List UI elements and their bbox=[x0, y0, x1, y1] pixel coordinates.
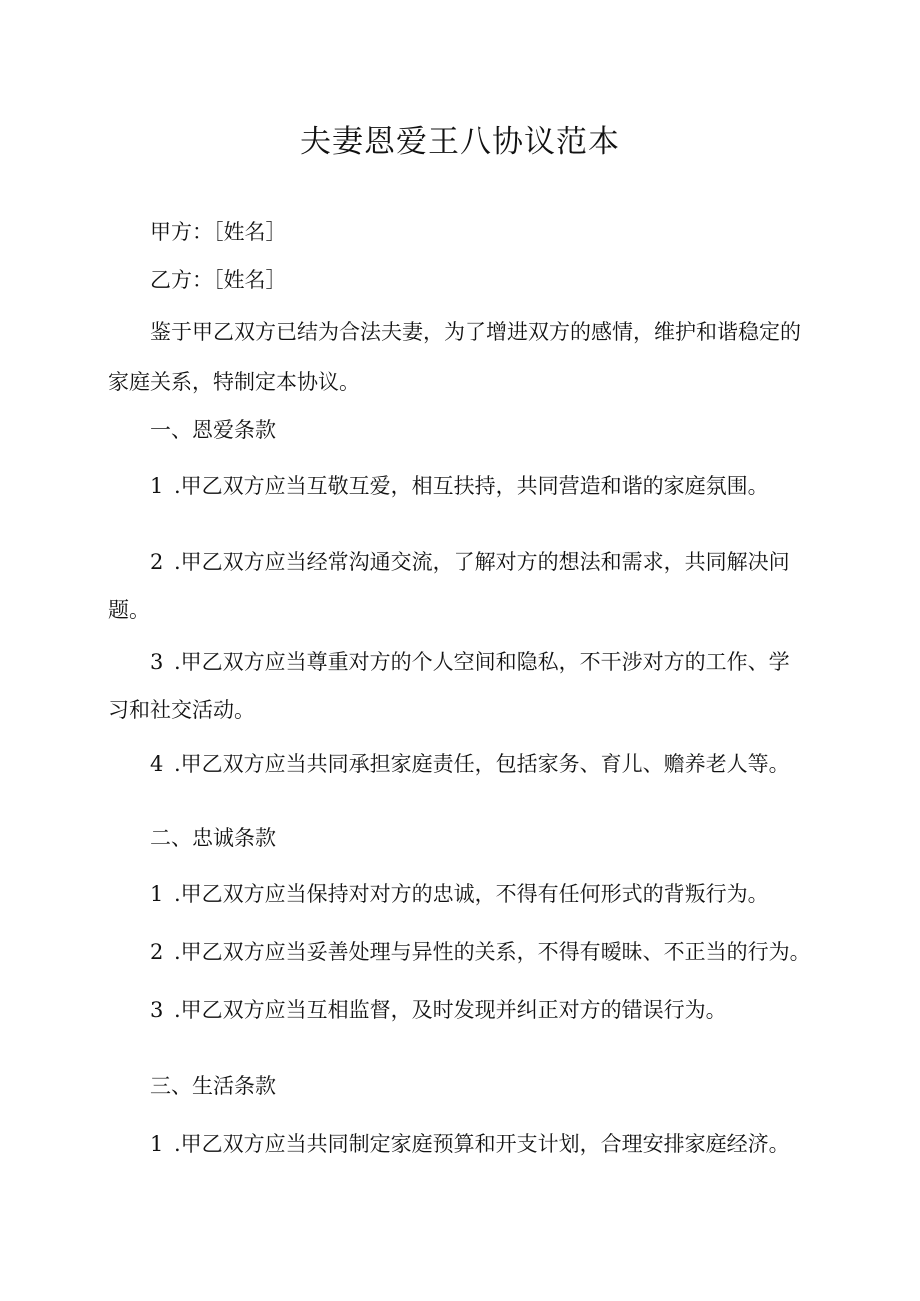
party-b-line: 乙方：［姓名］ bbox=[150, 268, 287, 292]
item-text: .甲乙双方应当共同承担家庭责任，包括家务、育儿、赡养老人等。 bbox=[174, 752, 790, 776]
item-number: 3 bbox=[150, 650, 164, 674]
item-text: .甲乙双方应当保持对对方的忠诚，不得有任何形式的背叛行为。 bbox=[174, 882, 769, 906]
section-1-item-2-cont: 题。 bbox=[108, 598, 150, 622]
section-1-item-3-cont: 习和社交活动。 bbox=[108, 698, 255, 722]
section-1-item-3 bbox=[150, 642, 790, 682]
item-number: 4 bbox=[150, 752, 164, 776]
item-text: .甲乙双方应当互敬互爱，相互扶持，共同营造和谐的家庭氛围。 bbox=[174, 474, 769, 498]
item-text: .甲乙双方应当妥善处理与异性的关系，不得有暧昧、不正当的行为。 bbox=[174, 940, 811, 964]
item-text: .甲乙双方应当互相监督，及时发现并纠正对方的错误行为。 bbox=[174, 998, 727, 1022]
section-1-item-2 bbox=[150, 542, 790, 582]
preamble-line-2: 家庭关系，特制定本协议。 bbox=[108, 370, 360, 394]
item-number: 1 bbox=[150, 474, 164, 498]
item-number: 1 bbox=[150, 1132, 164, 1156]
section-3-heading: 三、生活条款 bbox=[150, 1074, 276, 1098]
item-text: .甲乙双方应当尊重对方的个人空间和隐私，不干涉对方的工作、学 bbox=[174, 650, 790, 674]
section-2-item-3 bbox=[150, 990, 727, 1030]
section-1-heading: 一、恩爱条款 bbox=[150, 418, 276, 442]
item-number: 2 bbox=[150, 940, 164, 964]
document-title: 夫妻恩爱王八协议范本 bbox=[300, 124, 620, 160]
item-text: .甲乙双方应当共同制定家庭预算和开支计划，合理安排家庭经济。 bbox=[174, 1132, 790, 1156]
section-3-item-1 bbox=[150, 1124, 790, 1164]
section-2-item-2 bbox=[150, 932, 811, 972]
section-2-heading: 二、忠诚条款 bbox=[150, 826, 276, 850]
item-number: 1 bbox=[150, 882, 164, 906]
section-1-item-1 bbox=[150, 466, 769, 506]
section-1-item-4 bbox=[150, 744, 790, 784]
item-text: .甲乙双方应当经常沟通交流，了解对方的想法和需求，共同解决问 bbox=[174, 550, 790, 574]
section-2-item-1 bbox=[150, 874, 769, 914]
preamble-line-1: 鉴于甲乙双方已结为合法夫妻，为了增进双方的感情，维护和谐稳定的 bbox=[150, 320, 801, 344]
party-a-line: 甲方：［姓名］ bbox=[150, 220, 287, 244]
item-number: 2 bbox=[150, 550, 164, 574]
item-number: 3 bbox=[150, 998, 164, 1022]
